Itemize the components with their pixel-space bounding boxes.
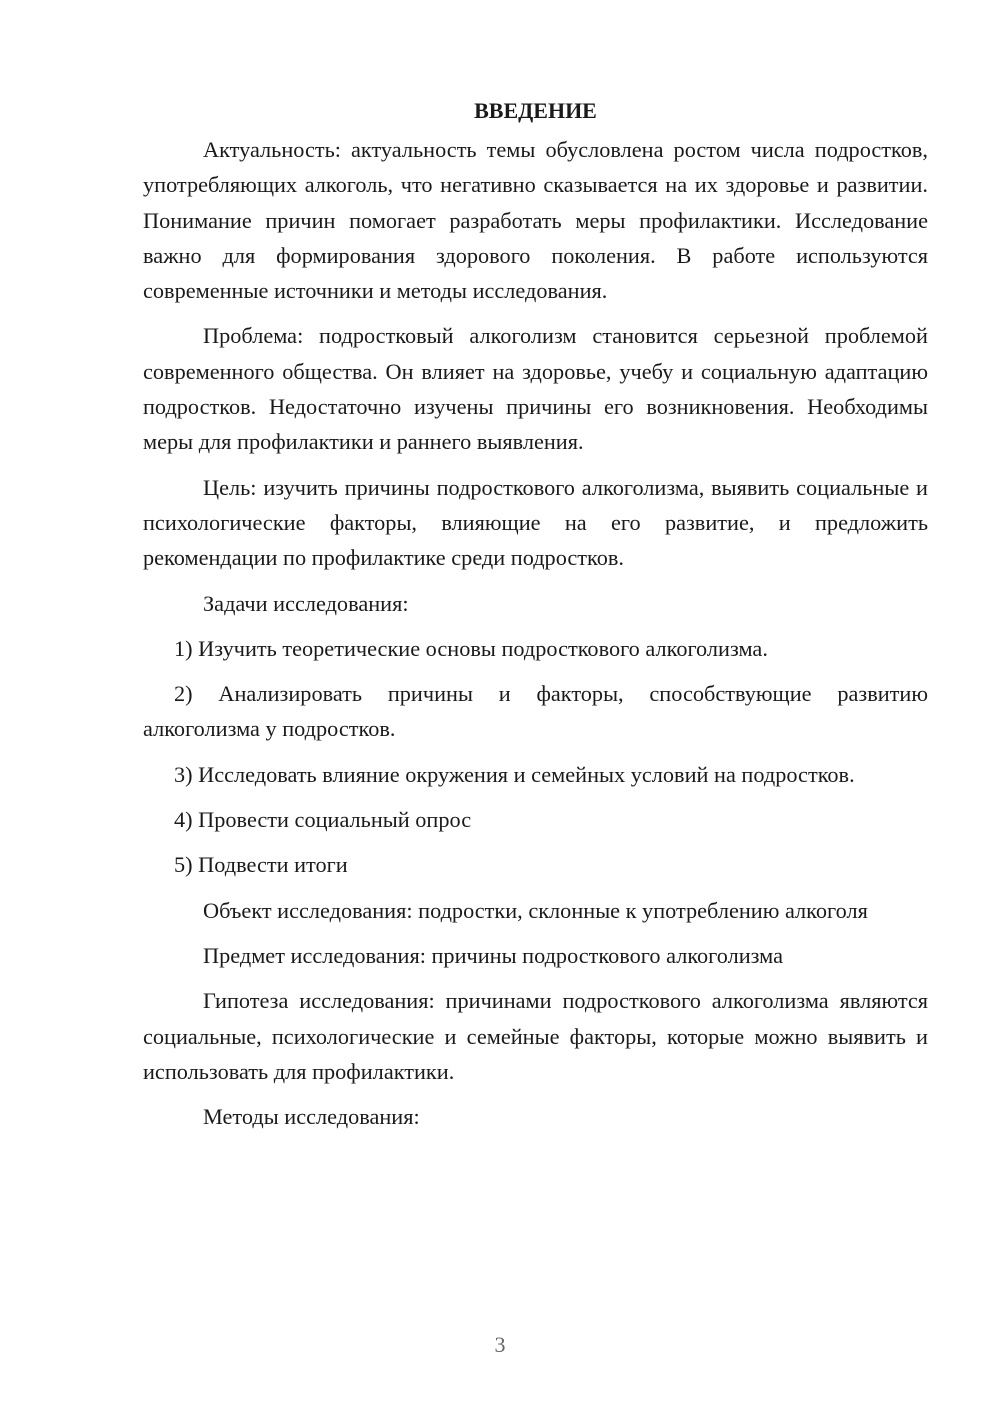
goal-paragraph: Цель: изучить причины подросткового алкоголизма, выявить социальные и психологические факторы, влияющие на его развитие, и предложить рекомендации по профилактике среди подростков. [143, 474, 928, 571]
task-item-1: 1) Изучить теоретические основы подросткового алкоголизма. [174, 635, 768, 661]
problem-paragraph: Проблема: подростковый алкоголизм становится серьезной проблемой современного общества. Он влияет на здоровье, учебу и социальную адаптацию подростков. Недостаточно изучены причины его возникновения. Необходимы меры для профилактики и раннего выявления. [143, 323, 928, 455]
tasks-intro: Задачи исследования: [203, 590, 409, 616]
subject-paragraph: Предмет исследования: причины подросткового алкоголизма [203, 942, 784, 968]
task-item-2: 2) Анализировать причины и факторы, способствующие развитию алкоголизма у подростков. [143, 681, 928, 742]
task-item-4: 4) Провести социальный опрос [174, 807, 472, 833]
section-heading: ВВЕДЕНИЕ [474, 98, 597, 123]
task-item-5: 5) Подвести итоги [174, 852, 348, 878]
page-number: 3 [494, 1332, 506, 1357]
methods-paragraph: Методы исследования: [203, 1104, 420, 1130]
relevance-paragraph: Актуальность: актуальность темы обусловлена ростом числа подростков, употребляющих алкоголь, что негативно сказывается на их здоровье и развитии. Понимание причин помогает разработать меры профилактики. Исследование важно для формирования здорового поколения. В работе используются современные источники и методы исследования. [143, 137, 928, 304]
hypothesis-paragraph: Гипотеза исследования: причинами подросткового алкоголизма являются социальные, психологические и семейные факторы, которые можно выявить и использовать для профилактики. [143, 988, 928, 1084]
object-paragraph: Объект исследования: подростки, склонные к употреблению алкоголя [203, 897, 868, 923]
page-content [143, 93, 928, 1144]
task-item-3: 3) Исследовать влияние окружения и семейных условий на подростков. [174, 761, 855, 787]
